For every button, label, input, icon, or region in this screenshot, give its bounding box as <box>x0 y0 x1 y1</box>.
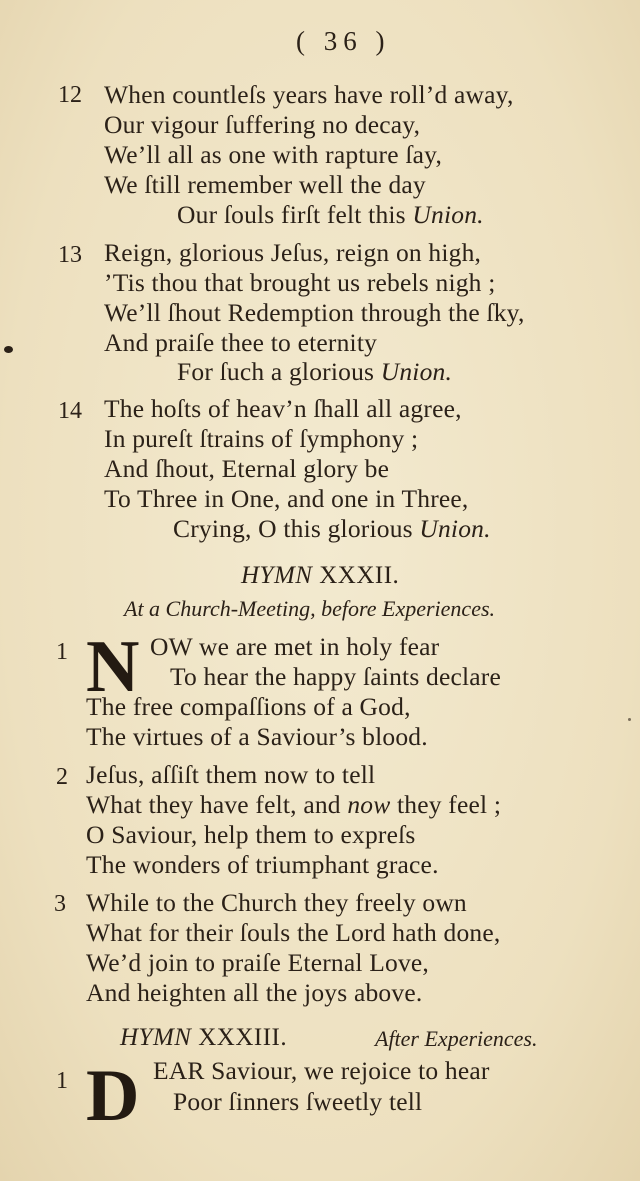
stanza-number: 1 <box>56 1068 68 1094</box>
verse-line: The free compaſſions of a God, <box>86 692 411 721</box>
refrain-text: For ſuch a glorious <box>177 357 381 386</box>
verse-line: O Saviour, help them to expreſs <box>86 820 416 849</box>
verse-italic: now <box>347 790 391 819</box>
verse-line: And praiſe thee to eternity <box>104 328 378 357</box>
stanza-number: 2 <box>56 764 68 790</box>
verse-line: We’d join to praiſe Eternal Love, <box>86 948 430 977</box>
refrain-text: Our ſouls firſt felt this <box>177 200 413 229</box>
verse-line <box>86 790 501 820</box>
page-number: ( 36 ) <box>296 26 391 56</box>
refrain-italic: Union. <box>412 200 484 229</box>
drop-cap: N <box>86 626 140 708</box>
verse-refrain-line <box>177 200 484 230</box>
hymn-subtitle: At a Church-Meeting, before Experiences. <box>124 596 496 621</box>
verse-text: they feel ; <box>390 790 502 819</box>
verse-refrain-line <box>173 514 491 544</box>
refrain-italic: Union. <box>380 357 453 386</box>
stanza-number: 12 <box>58 82 82 108</box>
verse-line: In pureſt ſtrains of ſymphony ; <box>104 424 419 453</box>
ink-blot <box>4 346 13 353</box>
hymn-title-number: XXXII. <box>319 562 400 589</box>
verse-line: The wonders of triumphant grace. <box>86 850 439 879</box>
stanza-number: 14 <box>58 398 82 424</box>
refrain-text: Crying, O this glorious <box>173 514 420 543</box>
hymn-title <box>241 562 399 590</box>
stanza-number: 1 <box>56 639 68 665</box>
verse-text: What they have felt, and <box>86 790 348 819</box>
verse-line: To hear the happy ſaints declare <box>170 662 502 691</box>
ink-speck <box>628 718 631 721</box>
verse-line: OW we are met in holy fear <box>150 632 440 661</box>
drop-cap: D <box>86 1055 140 1137</box>
verse-line: To Three in One, and one in Three, <box>104 484 469 513</box>
verse-line: We’ll all as one with rapture ſay, <box>104 140 443 169</box>
verse-line: We ſtill remember well the day <box>104 170 426 199</box>
refrain-italic: Union. <box>419 514 491 543</box>
verse-line: What for their ſouls the Lord hath done, <box>86 918 501 947</box>
verse-line: Jeſus, aſſiſt them now to tell <box>86 760 376 789</box>
verse-line: Poor ſinners ſweetly tell <box>173 1087 423 1116</box>
verse-line: And ſhout, Eternal glory be <box>104 454 390 483</box>
verse-line: The hoſts of heav’n ſhall all agree, <box>104 394 462 423</box>
stanza-number: 13 <box>58 242 82 268</box>
hymn-title-word: HYMN <box>120 1024 192 1051</box>
hymn-title <box>120 1024 287 1052</box>
verse-line: EAR Saviour, we rejoice to hear <box>153 1056 490 1085</box>
verse-line: Our vigour ſuffering no decay, <box>104 110 421 139</box>
verse-line: We’ll ſhout Redemption through the ſky, <box>104 298 525 327</box>
verse-line: While to the Church they freely own <box>86 888 467 917</box>
verse-line: When countleſs years have roll’d away, <box>104 80 514 109</box>
verse-line: ’Tis thou that brought us rebels nigh ; <box>104 268 496 297</box>
hymn-title-word: HYMN <box>241 562 313 589</box>
verse-line: Reign, glorious Jeſus, reign on high, <box>104 238 482 267</box>
verse-refrain-line <box>177 357 452 387</box>
hymn-title-number: XXXIII. <box>198 1024 288 1051</box>
hymn-subtitle: After Experiences. <box>375 1026 538 1051</box>
stanza-number: 3 <box>54 891 66 917</box>
verse-line: The virtues of a Saviour’s blood. <box>86 722 428 751</box>
verse-line: And heighten all the joys above. <box>86 978 423 1007</box>
